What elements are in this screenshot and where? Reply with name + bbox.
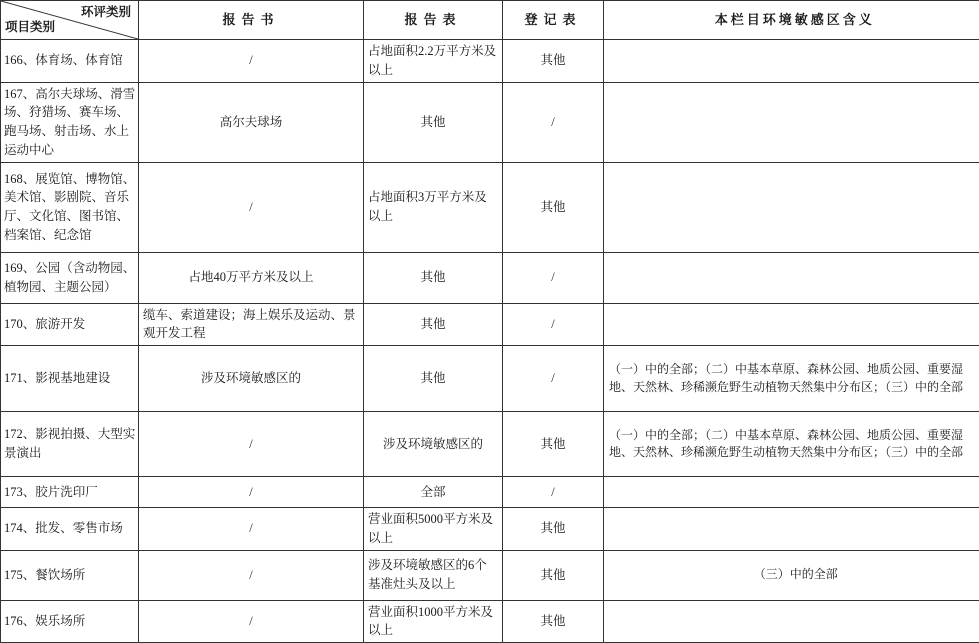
header-report-form: 报告表	[364, 1, 503, 40]
registration-form-cell: /	[503, 252, 604, 303]
table-row	[1, 346, 979, 412]
table-row	[1, 477, 979, 508]
table-row	[1, 412, 979, 477]
table-row	[1, 508, 979, 551]
registration-form-cell: 其他	[503, 508, 604, 551]
project-category-cell: 170、旅游开发	[1, 303, 139, 346]
report-book-cell: 占地40万平方米及以上	[139, 252, 364, 303]
header-assessment-category-label: 环评类别	[81, 3, 131, 22]
sensitive-meaning-cell: （一）中的全部；（二）中基本草原、森林公园、地质公园、重要湿地、天然林、珍稀濒危野生动植物天然集中分布区；（三）中的全部	[604, 346, 979, 412]
header-registration-form: 登记表	[503, 1, 604, 40]
header-sensitive-meaning: 本栏目环境敏感区含义	[604, 1, 979, 40]
table-row	[1, 82, 979, 162]
project-category-cell: 169、公园（含动物园、植物园、主题公园）	[1, 252, 139, 303]
table-row	[1, 303, 979, 346]
registration-form-cell: 其他	[503, 600, 604, 643]
report-book-cell: /	[139, 508, 364, 551]
sensitive-meaning-cell	[604, 82, 979, 162]
report-form-cell: 涉及环境敏感区的	[364, 412, 503, 477]
report-form-cell: 占地面积3万平方米及以上	[364, 162, 503, 252]
registration-form-cell: 其他	[503, 162, 604, 252]
project-category-cell: 173、胶片洗印厂	[1, 477, 139, 508]
report-book-cell: 高尔夫球场	[139, 82, 364, 162]
report-book-cell: /	[139, 162, 364, 252]
header-report-book: 报告书	[139, 1, 364, 40]
registration-form-cell: /	[503, 82, 604, 162]
sensitive-meaning-cell: （一）中的全部；（二）中基本草原、森林公园、地质公园、重要湿地、天然林、珍稀濒危野生动植物天然集中分布区；（三）中的全部	[604, 412, 979, 477]
header-row	[1, 1, 979, 40]
project-category-cell: 176、娱乐场所	[1, 600, 139, 643]
header-project-category-label: 项目类别	[5, 18, 55, 37]
report-form-cell: 其他	[364, 303, 503, 346]
project-category-cell: 171、影视基地建设	[1, 346, 139, 412]
report-form-cell: 营业面积5000平方米及以上	[364, 508, 503, 551]
project-category-cell: 166、体育场、体育馆	[1, 40, 139, 83]
sensitive-meaning-cell: （三）中的全部	[604, 550, 979, 600]
table-row	[1, 550, 979, 600]
report-form-cell: 其他	[364, 82, 503, 162]
registration-form-cell: 其他	[503, 40, 604, 83]
report-form-cell: 其他	[364, 252, 503, 303]
report-book-cell: /	[139, 477, 364, 508]
report-form-cell: 涉及环境敏感区的6个基准灶头及以上	[364, 550, 503, 600]
table-row	[1, 162, 979, 252]
report-book-cell: /	[139, 412, 364, 477]
sensitive-meaning-cell	[604, 252, 979, 303]
diagonal-header-cell	[1, 1, 139, 40]
registration-form-cell: 其他	[503, 412, 604, 477]
sensitive-meaning-cell	[604, 162, 979, 252]
sensitive-meaning-cell	[604, 600, 979, 643]
report-book-cell: /	[139, 40, 364, 83]
project-category-cell: 174、批发、零售市场	[1, 508, 139, 551]
project-category-cell: 172、影视拍摄、大型实景演出	[1, 412, 139, 477]
project-category-cell: 168、展览馆、博物馆、美术馆、影剧院、音乐厅、文化馆、图书馆、档案馆、纪念馆	[1, 162, 139, 252]
report-book-cell: /	[139, 600, 364, 643]
sensitive-meaning-cell	[604, 508, 979, 551]
report-book-cell: 缆车、索道建设；海上娱乐及运动、景观开发工程	[139, 303, 364, 346]
registration-form-cell: /	[503, 346, 604, 412]
report-form-cell: 占地面积2.2万平方米及以上	[364, 40, 503, 83]
table-row	[1, 600, 979, 643]
registration-form-cell: /	[503, 303, 604, 346]
registration-form-cell: 其他	[503, 550, 604, 600]
sensitive-meaning-cell	[604, 477, 979, 508]
project-category-cell: 167、高尔夫球场、滑雪场、狩猎场、赛车场、跑马场、射击场、水上运动中心	[1, 82, 139, 162]
sensitive-meaning-cell	[604, 40, 979, 83]
report-form-cell: 全部	[364, 477, 503, 508]
report-form-cell: 其他	[364, 346, 503, 412]
table-row	[1, 252, 979, 303]
report-book-cell: /	[139, 550, 364, 600]
registration-form-cell: /	[503, 477, 604, 508]
report-form-cell: 营业面积1000平方米及以上	[364, 600, 503, 643]
project-category-cell: 175、餐饮场所	[1, 550, 139, 600]
table-row	[1, 40, 979, 83]
report-book-cell: 涉及环境敏感区的	[139, 346, 364, 412]
sensitive-meaning-cell	[604, 303, 979, 346]
